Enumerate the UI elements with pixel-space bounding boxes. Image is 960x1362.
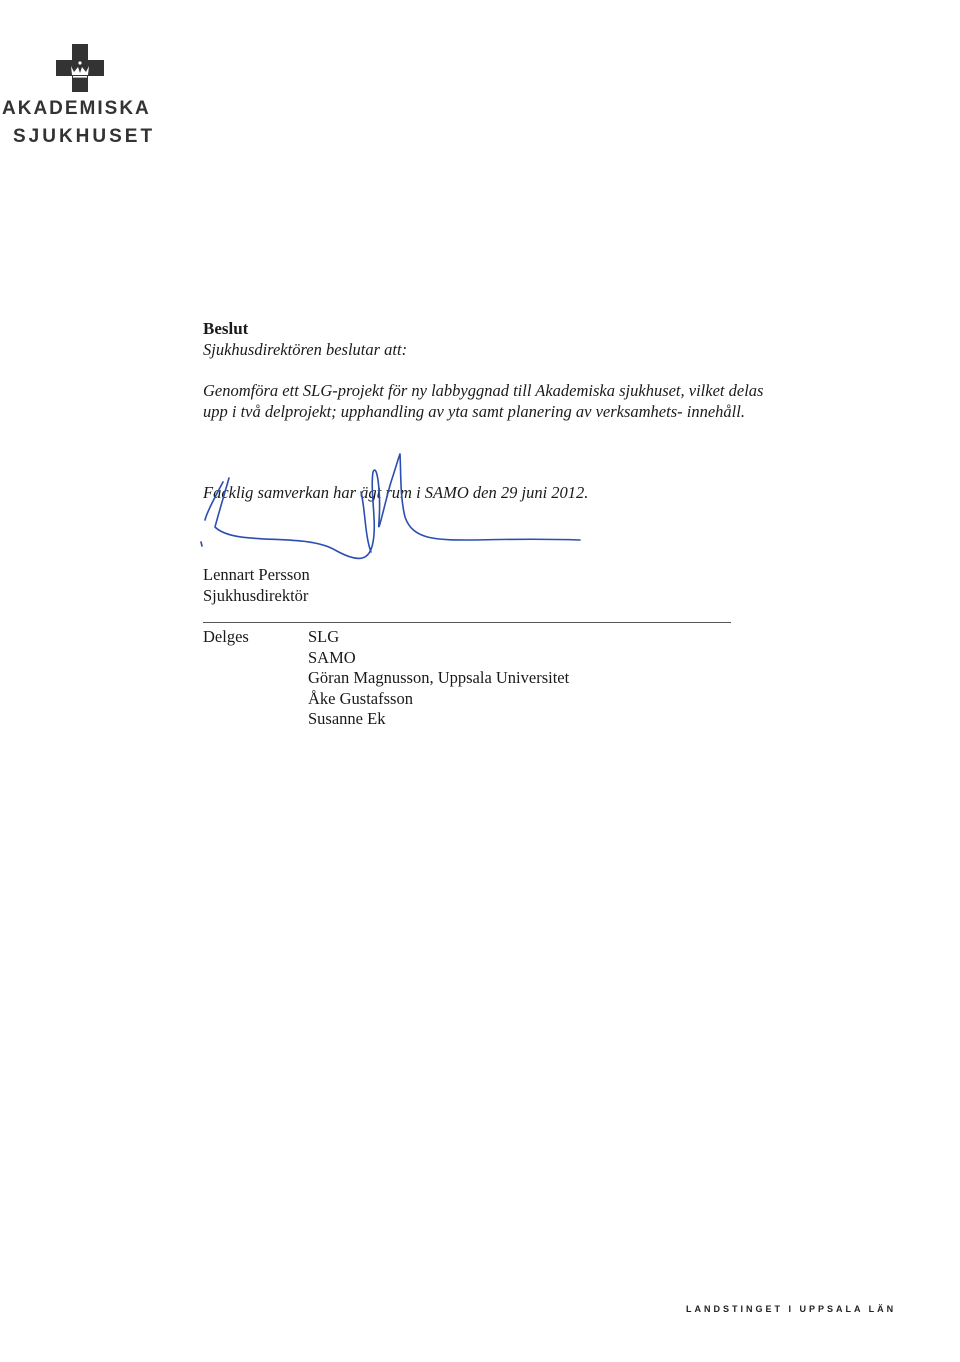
distribution-list	[308, 627, 569, 730]
signer-title: Sjukhusdirektör	[203, 586, 309, 605]
decision-heading: Beslut	[203, 319, 249, 338]
distribution-label: Delges	[203, 627, 249, 646]
distribution-recipient: SLG	[308, 627, 340, 646]
handwritten-signature	[195, 452, 595, 577]
signer-name: Lennart Persson	[203, 565, 310, 584]
logo-text-line2: SJUKHUSET	[13, 126, 156, 147]
distribution-recipient: Göran Magnusson, Uppsala Universitet	[308, 668, 570, 688]
cooperation-statement: Facklig samverkan har ägt rum i SAMO den 29 juni 2012.	[203, 483, 589, 502]
distribution-recipient: Susanne Ek	[308, 709, 386, 729]
distribution-divider	[203, 622, 731, 623]
footer-organization: LANDSTINGET I UPPSALA LÄN	[686, 1304, 897, 1314]
decision-subheading: Sjukhusdirektören beslutar att:	[203, 340, 408, 359]
logo-text-line1: AKADEMISKA	[2, 98, 151, 119]
cross-crown-emblem-icon	[56, 44, 104, 92]
distribution-recipient: SAMO	[308, 647, 356, 667]
decision-text: Genomföra ett SLG-projekt för ny labbyggnad till Akademiska sjukhuset, vilket delas upp i två delprojekt; upphandling av yta samt planering av verksamhets- innehåll.	[203, 381, 764, 421]
distribution-recipient: Åke Gustafsson	[308, 688, 413, 708]
hospital-logo	[0, 40, 170, 150]
